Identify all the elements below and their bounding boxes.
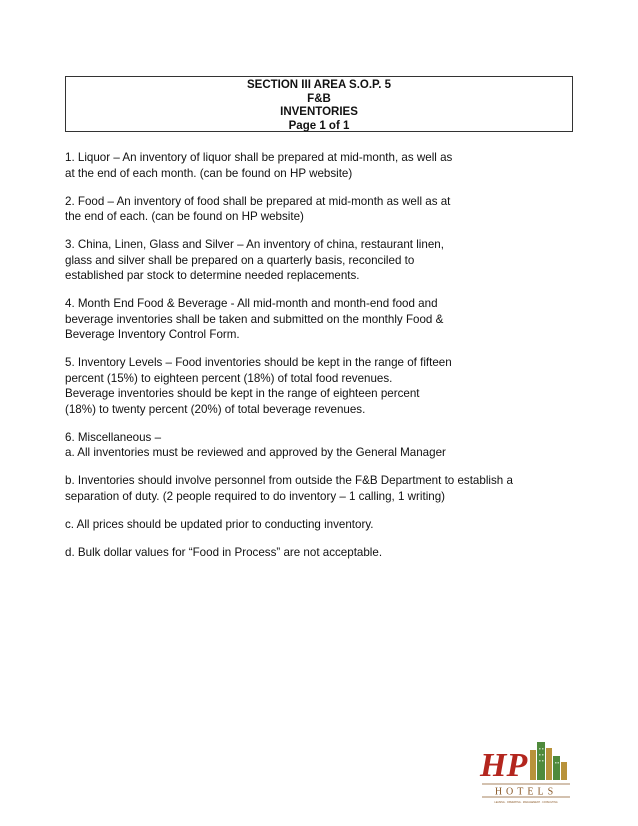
item-misc-b — [65, 473, 575, 504]
text-line: 5. Inventory Levels – Food inventories should be kept in the range of fifteen — [65, 356, 452, 369]
text-line: a. All inventories must be reviewed and approved by the General Manager — [65, 446, 446, 459]
item-food — [65, 194, 575, 225]
text-line: established par stock to determine needed replacements. — [65, 269, 360, 282]
item-china-linen-glass-silver — [65, 237, 575, 284]
hp-hotels-logo — [478, 740, 574, 810]
text-line: b. Inventories should involve personnel from outside the F&B Department to establish a — [65, 474, 513, 487]
department-label: F&B — [307, 92, 331, 105]
section-title: SECTION III AREA S.O.P. 5 — [247, 79, 391, 91]
text-line: the end of each. (can be found on HP website) — [65, 210, 304, 223]
svg-text:HOTELS: HOTELS — [494, 786, 558, 798]
item-misc-d — [65, 545, 575, 561]
text-line: Beverage inventories should be kept in the range of eighteen percent — [65, 387, 420, 400]
text-line: percent (15%) to eighteen percent (18%) of total food revenues. — [65, 371, 393, 385]
hp-hotels-logo-mark — [478, 740, 574, 810]
text-line: (18%) to twenty percent (20%) of total beverage revenues. — [65, 402, 366, 416]
text-line: separation of duty. (2 people required to do inventory – 1 calling, 1 writing) — [65, 489, 446, 503]
sop-header-box — [65, 76, 573, 132]
text-line: 1. Liquor – An inventory of liquor shall be prepared at mid-month, as well as — [65, 151, 453, 164]
page-indicator: Page 1 of 1 — [288, 119, 350, 132]
item-liquor — [65, 150, 575, 181]
text-line: glass and silver shall be prepared on a quarterly basis, reconciled to — [65, 253, 415, 267]
svg-text:HP: HP — [480, 747, 528, 784]
text-line: c. All prices should be updated prior to conducting inventory. — [65, 517, 374, 531]
text-line: 3. China, Linen, Glass and Silver – An inventory of china, restaurant linen, — [65, 238, 444, 251]
sop-body — [65, 150, 575, 573]
item-inventory-levels — [65, 355, 575, 417]
text-line: 2. Food – An inventory of food shall be prepared at mid-month as well as at — [65, 194, 451, 208]
svg-text:LEASING · OPERATING · MANAGEME: LEASING · OPERATING · MANAGEMENT · CONSULTING — [494, 801, 558, 804]
item-month-end — [65, 296, 575, 343]
text-line: 6. Miscellaneous – — [65, 430, 162, 444]
item-miscellaneous — [65, 430, 575, 461]
text-line: Beverage Inventory Control Form. — [65, 328, 240, 341]
text-line: beverage inventories shall be taken and submitted on the monthly Food & — [65, 312, 444, 326]
text-line: d. Bulk dollar values for “Food in Process” are not acceptable. — [65, 545, 383, 559]
text-line: 4. Month End Food & Beverage - All mid-month and month-end food and — [65, 297, 438, 310]
topic-title: INVENTORIES — [280, 106, 358, 118]
item-misc-c — [65, 517, 575, 533]
text-line: at the end of each month. (can be found on HP website) — [65, 166, 353, 180]
